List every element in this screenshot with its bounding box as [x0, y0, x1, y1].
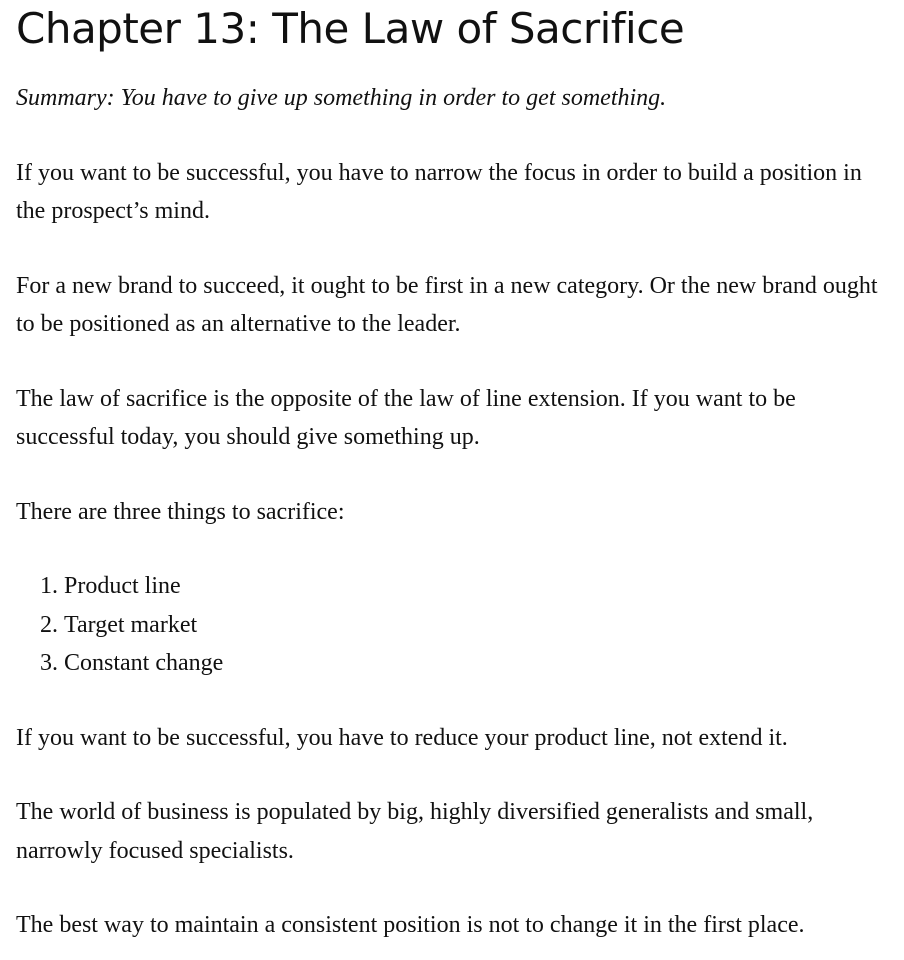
chapter-title: Chapter 13: The Law of Sacrifice [16, 4, 685, 53]
article [0, 2, 904, 960]
paragraph-focus: If you want to be successful, you have to narrow the focus in order to build a position in the prospect’s mind. [16, 159, 862, 224]
paragraph-new-brand: For a new brand to succeed, it ought to be first in a new category. Or the new brand ought to be positioned as an alternative to the leader. [16, 272, 878, 337]
paragraph-law-of-sacrifice: The law of sacrifice is the opposite of the law of line extension. If you want to be successful today, you should give something up. [16, 385, 796, 450]
list-item: 3. Constant change [64, 644, 888, 683]
sacrifice-list [16, 567, 888, 683]
list-item: 2. Target market [64, 606, 888, 645]
paragraph-consistent-position: The best way to maintain a consistent position is not to change it in the first place. [16, 912, 805, 938]
paragraph-three-things: There are three things to sacrifice: [16, 498, 345, 525]
chapter-summary: Summary: You have to give up something in order to get something. [16, 85, 667, 111]
paragraph-reduce-product-line: If you want to be successful, you have to reduce your product line, not extend it. [16, 724, 788, 751]
list-item: 1. Product line [64, 567, 888, 606]
paragraph-generalists-specialists: The world of business is populated by big, highly diversified generalists and small, narrowly focused specialists. [16, 799, 814, 864]
